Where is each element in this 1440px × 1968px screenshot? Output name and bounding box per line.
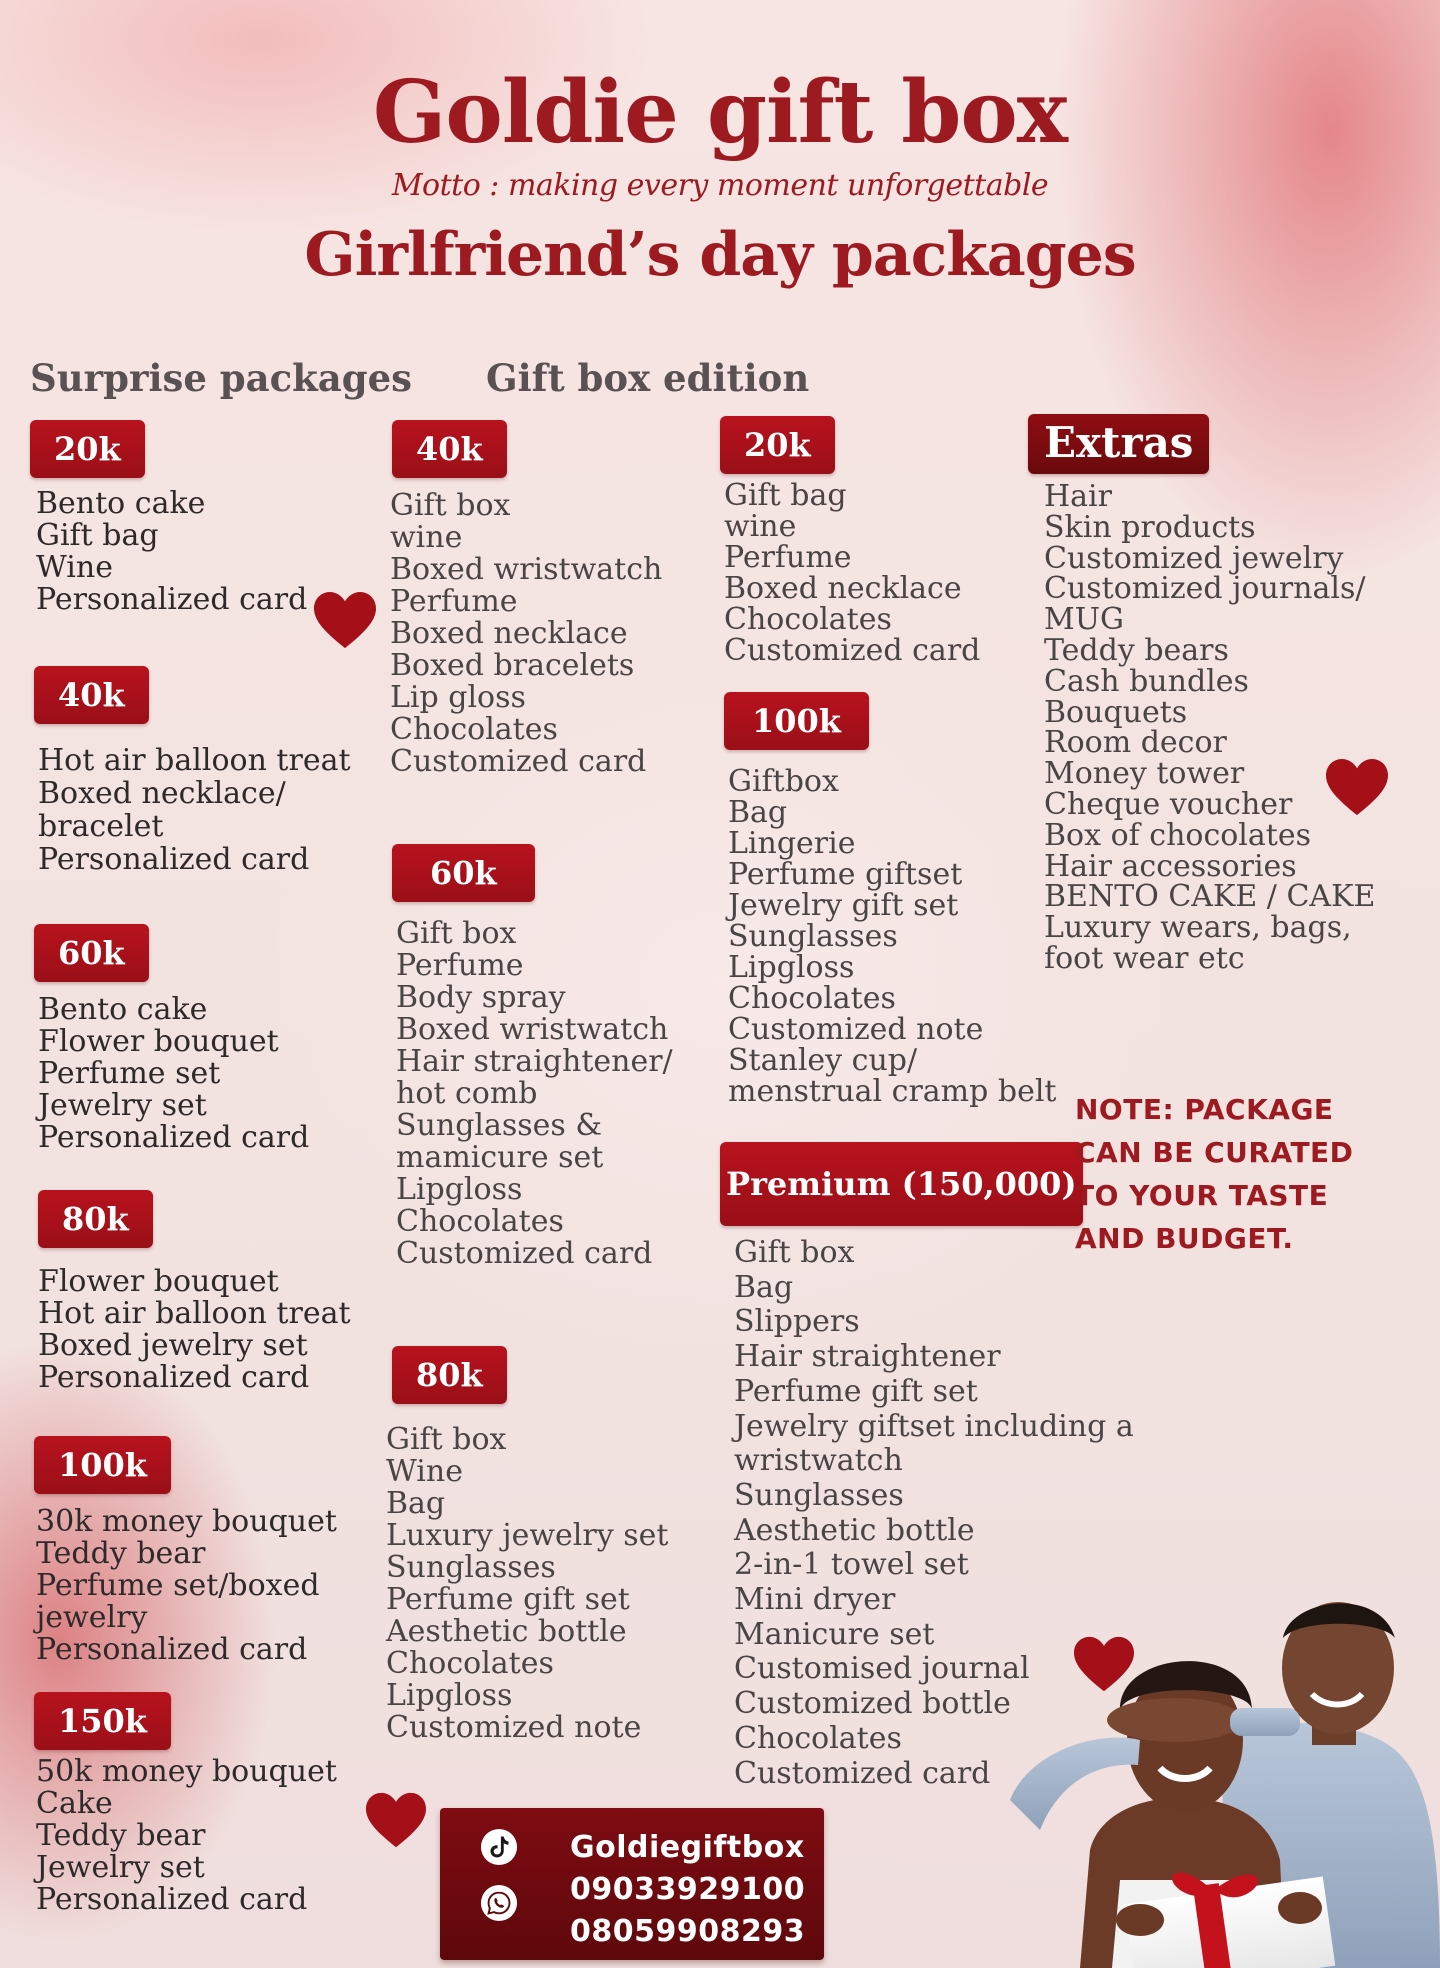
premium-badge: Premium (150,000)	[720, 1142, 1083, 1226]
package-item-list	[396, 918, 673, 1270]
price-badge: 20k	[720, 416, 835, 474]
list-item: 30k money bouquet	[36, 1504, 337, 1539]
list-item: Chocolates	[724, 602, 892, 637]
list-item: Perfume	[724, 540, 852, 575]
list-item: Personalized card	[38, 842, 310, 877]
list-item: Chocolates	[728, 981, 896, 1016]
list-item: Lipgloss	[386, 1678, 513, 1713]
list-item: wine	[390, 520, 463, 555]
list-item: Sunglasses	[728, 919, 898, 954]
list-item: Box of chocolates	[1044, 817, 1311, 853]
package-item-list	[38, 994, 309, 1154]
list-item: Teddy bears	[1044, 632, 1229, 668]
motto: Motto : making every moment unforgettable	[391, 168, 1049, 203]
list-item: Perfume	[396, 948, 524, 983]
list-item: Personalized card	[36, 1882, 308, 1917]
tiktok-handle: Goldiegiftbox	[570, 1830, 805, 1865]
list-item: Lipgloss	[396, 1172, 523, 1207]
list-item: Jewelry gift set	[728, 888, 959, 923]
price-badge: 60k	[392, 844, 535, 902]
list-item: Manicure set	[734, 1616, 935, 1652]
list-item: Customized jewelry	[1044, 540, 1344, 576]
tiktok-icon	[480, 1828, 518, 1866]
list-item: Luxury jewelry set	[386, 1518, 669, 1553]
page-title: Goldie gift box	[372, 62, 1068, 163]
list-item: Gift box	[396, 916, 517, 951]
list-item: Perfume set/boxed jewelry	[36, 1568, 320, 1635]
list-item: Room decor	[1044, 725, 1227, 761]
extras-item-list	[1044, 479, 1376, 976]
price-badge: 100k	[34, 1436, 171, 1494]
list-item: Bouquets	[1044, 694, 1188, 730]
list-item: Chocolates	[390, 712, 558, 747]
list-item: Gift box	[734, 1235, 855, 1270]
list-item: Wine	[386, 1454, 463, 1489]
tiktok-contact[interactable]	[440, 1828, 824, 1868]
package-item-list	[36, 488, 307, 616]
list-item: Hot air balloon treat	[38, 1296, 351, 1331]
list-item: Sunglasses	[734, 1477, 904, 1513]
list-item: Customized card	[734, 1755, 991, 1791]
list-item: Bento cake	[38, 992, 208, 1027]
phone-number-1: 09033929100	[570, 1872, 806, 1907]
list-item: Boxed necklace	[724, 571, 962, 606]
price-badge: 60k	[34, 924, 149, 982]
phone-number-2: 08059908293	[570, 1914, 806, 1949]
list-item: Boxed wristwatch	[396, 1012, 669, 1047]
list-item: Personalized card	[38, 1360, 310, 1395]
list-item: Customized card	[724, 633, 981, 668]
list-item: Hot air balloon treat	[38, 743, 351, 778]
list-item: Sunglasses	[386, 1550, 556, 1585]
list-item: Cake	[36, 1786, 113, 1821]
extras-badge: Extras	[1028, 414, 1209, 474]
list-item: Giftbox	[728, 764, 839, 799]
list-item: Customized bottle	[734, 1686, 1011, 1722]
package-item-list	[38, 1266, 351, 1394]
list-item: Jewelry set	[36, 1850, 205, 1885]
list-item: Flower bouquet	[38, 1024, 279, 1059]
list-item: Lipgloss	[728, 950, 855, 985]
whatsapp-contact[interactable]	[440, 1870, 824, 1910]
list-item: Aesthetic bottle	[734, 1512, 975, 1548]
list-item: Boxed necklace	[390, 616, 628, 651]
list-item: Stanley cup/ menstrual cramp belt	[728, 1043, 1057, 1109]
list-item: Bento cake	[36, 486, 206, 521]
list-item: Customized card	[396, 1236, 653, 1271]
list-item: Gift bag	[36, 518, 159, 553]
list-item: Teddy bear	[36, 1536, 206, 1571]
list-item: wine	[724, 509, 797, 544]
package-item-list	[728, 766, 1056, 1107]
list-item: Sunglasses & mamicure set	[396, 1108, 604, 1175]
list-item: Skin products	[1044, 509, 1256, 545]
heart-icon	[314, 590, 376, 652]
list-item: Lip gloss	[390, 680, 526, 715]
list-item: Teddy bear	[36, 1818, 206, 1853]
list-item: Bag	[734, 1269, 794, 1305]
price-badge: 150k	[34, 1692, 171, 1750]
curation-note: NOTE: PACKAGE CAN BE CURATED TO YOUR TASTE AND BUDGET.	[1075, 1093, 1354, 1255]
list-item: Bag	[728, 795, 788, 830]
list-item: Perfume gift set	[734, 1373, 978, 1409]
list-item: Jewelry giftset including a wristwatch	[734, 1408, 1134, 1479]
price-badge: 40k	[34, 666, 149, 724]
list-item: Chocolates	[396, 1204, 564, 1239]
list-item: Customized note	[386, 1710, 642, 1745]
list-item: Hair straightener	[734, 1339, 1001, 1375]
list-item: Slippers	[734, 1304, 860, 1340]
list-item: Customised journal	[734, 1651, 1030, 1687]
package-item-list	[390, 490, 662, 778]
price-badge: 80k	[38, 1190, 153, 1248]
list-item: Boxed bracelets	[390, 648, 635, 683]
list-item: Hair accessories	[1044, 848, 1297, 884]
list-item: Personalized card	[36, 582, 308, 617]
list-item: Hair straightener/ hot comb	[396, 1044, 673, 1111]
package-item-list	[36, 1756, 337, 1916]
list-item: Customized note	[728, 1012, 984, 1047]
heart-icon	[366, 1792, 426, 1850]
list-item: Wine	[36, 550, 113, 585]
list-item: 50k money bouquet	[36, 1754, 337, 1789]
package-item-list	[724, 480, 980, 666]
list-item: Aesthetic bottle	[386, 1614, 627, 1649]
couple-photo	[1000, 1590, 1440, 1968]
price-badge: 80k	[392, 1346, 507, 1404]
list-item: Boxed jewelry set	[38, 1328, 308, 1363]
list-item: Customized journals/ MUG	[1044, 571, 1366, 638]
list-item: Gift box	[390, 488, 511, 523]
list-item: Perfume gift set	[386, 1582, 630, 1617]
heart-icon	[1326, 758, 1388, 818]
list-item: Gift box	[386, 1422, 507, 1457]
list-item: Luxury wears, bags, foot wear etc	[1044, 910, 1352, 976]
phone-contact-2[interactable]	[440, 1912, 824, 1952]
package-item-list	[386, 1424, 668, 1744]
list-item: Money tower	[1044, 756, 1245, 792]
list-item: Body spray	[396, 980, 566, 1015]
list-item: Personalized card	[38, 1120, 310, 1155]
list-item: Flower bouquet	[38, 1264, 279, 1299]
list-item: BENTO CAKE / CAKE	[1044, 879, 1376, 915]
list-item: Jewelry set	[38, 1088, 207, 1123]
list-item: Mini dryer	[734, 1582, 896, 1618]
list-item: Cash bundles	[1044, 663, 1249, 699]
list-item: Bag	[386, 1486, 446, 1521]
list-item: 2-in-1 towel set	[734, 1547, 969, 1583]
price-badge: 20k	[30, 420, 145, 478]
price-badge: 100k	[724, 692, 869, 750]
package-item-list	[38, 744, 351, 876]
list-item: Perfume	[390, 584, 518, 619]
list-item: Perfume giftset	[728, 857, 963, 892]
list-item: Lingerie	[728, 826, 856, 861]
list-item: Cheque voucher	[1044, 786, 1293, 822]
page-subtitle: Girlfriend’s day packages	[304, 220, 1136, 290]
list-item: Hair	[1044, 479, 1112, 514]
list-item: Perfume set	[38, 1056, 221, 1091]
list-item: Personalized card	[36, 1632, 308, 1667]
list-item: Customized card	[390, 744, 647, 779]
price-badge: 40k	[392, 420, 507, 478]
list-item: Chocolates	[734, 1720, 902, 1756]
surprise-packages-heading: Surprise packages	[30, 356, 413, 400]
gift-box-edition-heading: Gift box edition	[486, 356, 810, 400]
list-item: Gift bag	[724, 478, 847, 513]
package-item-list	[36, 1506, 337, 1666]
list-item: Boxed wristwatch	[390, 552, 663, 587]
list-item: Boxed necklace/ bracelet	[38, 776, 286, 844]
list-item: Chocolates	[386, 1646, 554, 1681]
contact-box	[440, 1808, 824, 1960]
